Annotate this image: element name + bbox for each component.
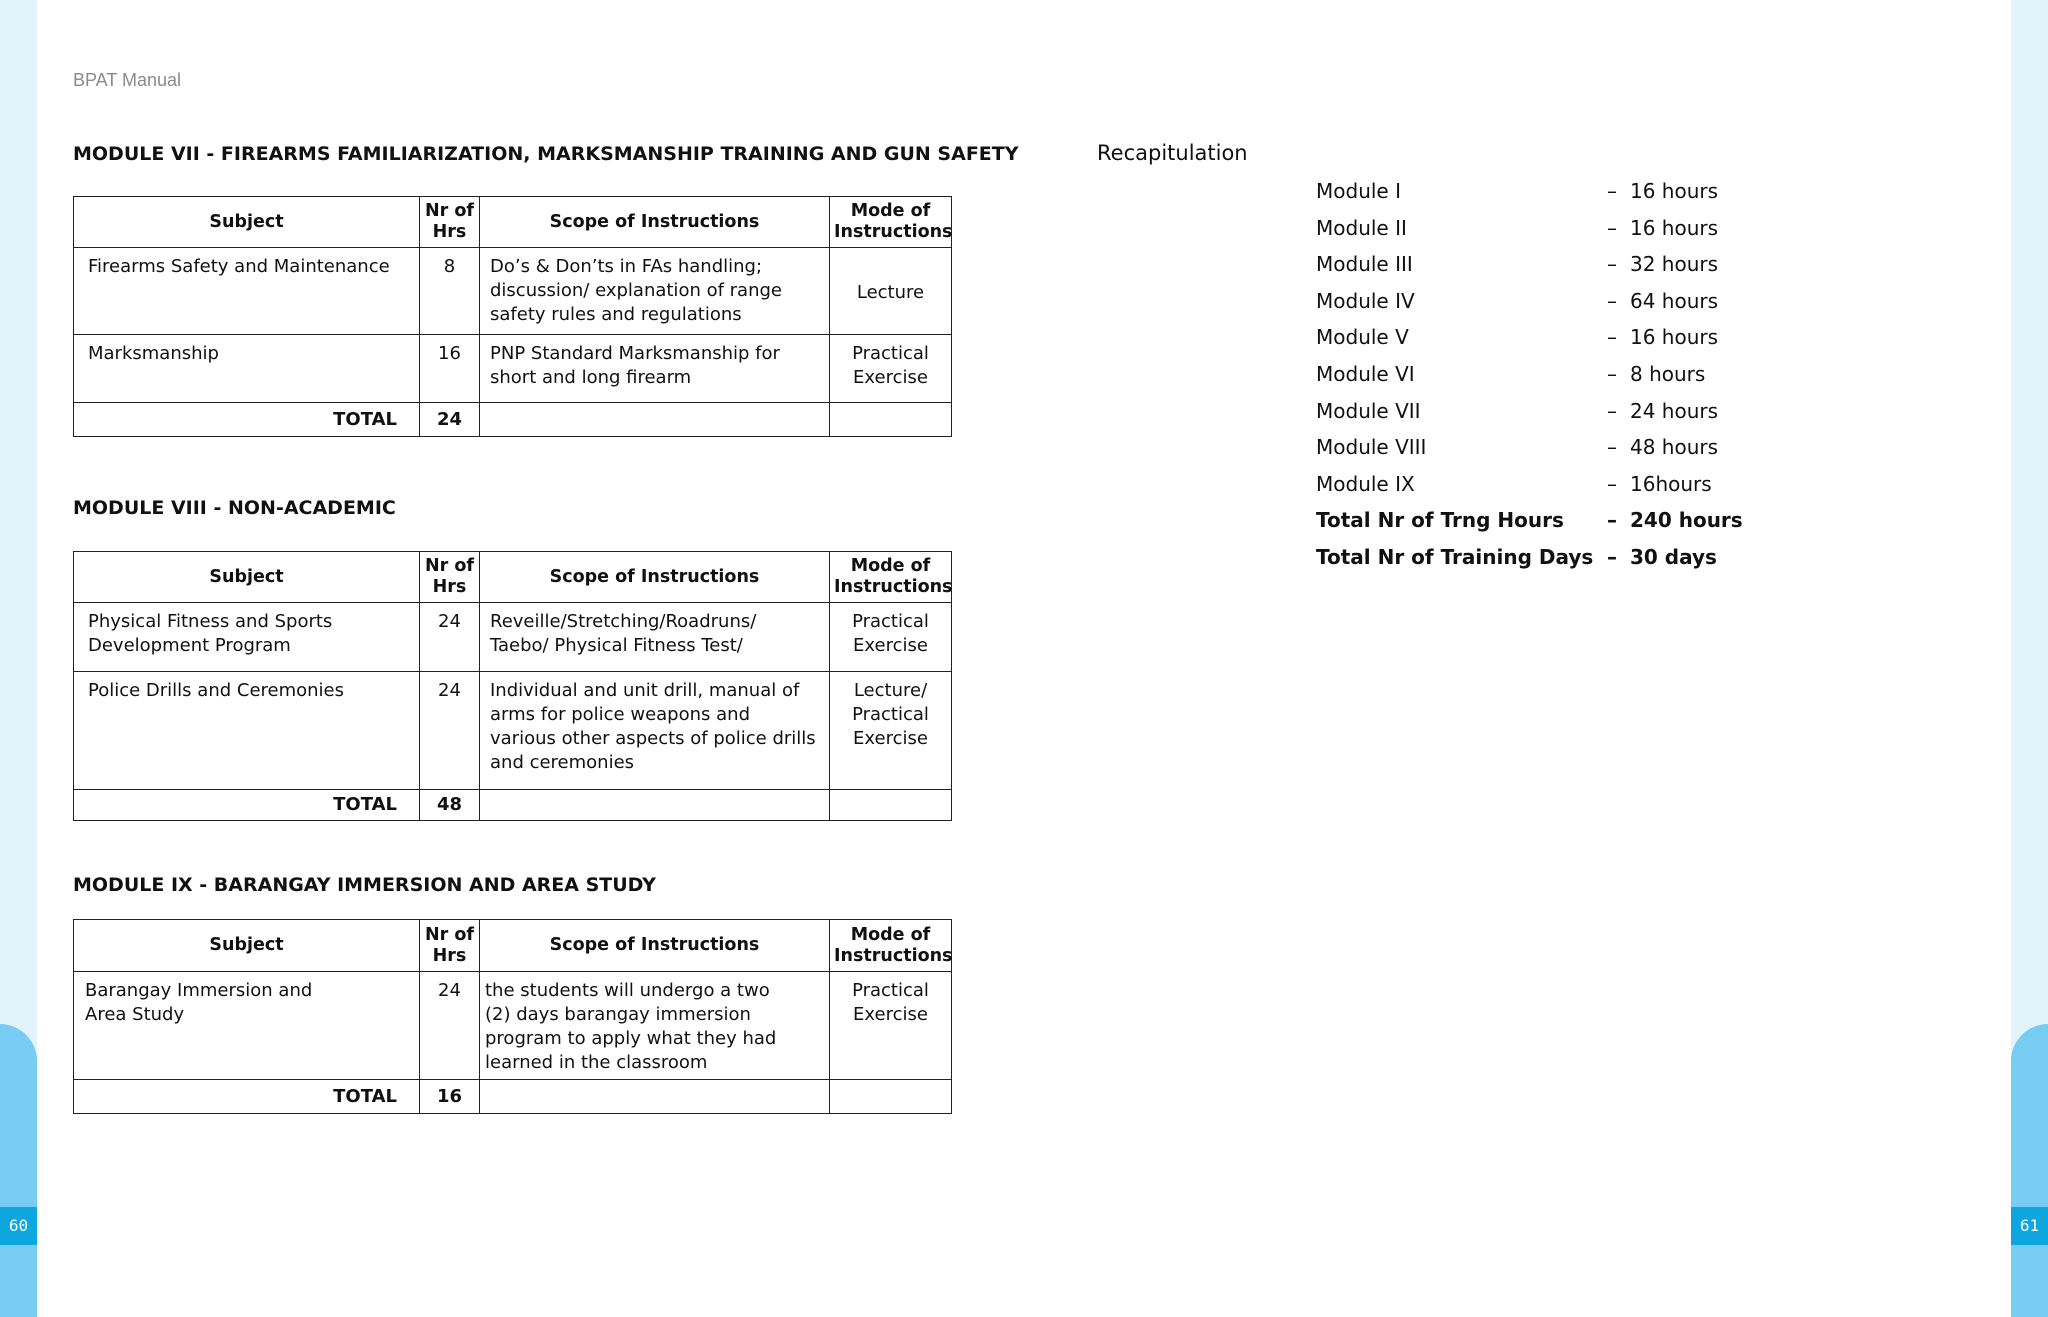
recap-total-label: Total Nr of Training Days (1316, 544, 1594, 569)
empty-cell (830, 403, 952, 437)
recap-row (1316, 210, 1816, 247)
column-header: Scope of Instructions (480, 920, 830, 972)
recap-total-row (1316, 502, 1816, 539)
empty-cell (480, 790, 830, 821)
recap-label: Module VII (1316, 398, 1421, 423)
page-number-left: 60 (0, 1207, 37, 1245)
mode-cell: Lecture/ Practical Exercise (830, 672, 952, 790)
total-label: TOTAL (74, 790, 420, 821)
total-label: TOTAL (74, 403, 420, 437)
recap-dash: – (1607, 508, 1617, 533)
subject-cell: Firearms Safety and Maintenance (74, 248, 420, 335)
running-head: BPAT Manual (73, 70, 182, 90)
module-vii-title: MODULE VII - FIREARMS FAMILIARIZATION, MARKSMANSHIP TRAINING AND GUN SAFETY (73, 143, 1019, 165)
recap-total-value: 240 hours (1630, 508, 1743, 533)
total-row (74, 1080, 952, 1114)
hours-cell: 8 (420, 248, 480, 335)
left-margin-strip (0, 0, 37, 1317)
empty-cell (830, 790, 952, 821)
mode-cell: Lecture (830, 248, 952, 335)
table-row (74, 248, 952, 335)
table-row (74, 672, 952, 790)
recap-total-label: Total Nr of Trng Hours (1316, 508, 1564, 533)
recap-dash: – (1607, 435, 1617, 460)
recap-dash: – (1607, 215, 1617, 240)
mode-cell: Practical Exercise (830, 972, 952, 1080)
total-hours: 16 (420, 1080, 480, 1114)
right-margin-strip (2011, 0, 2048, 1317)
subject-cell: Police Drills and Ceremonies (74, 672, 420, 790)
recapitulation-title: Recapitulation (1097, 141, 1248, 165)
recap-row (1316, 283, 1816, 320)
mode-cell: Practical Exercise (830, 335, 952, 403)
subject-cell: Marksmanship (74, 335, 420, 403)
left-margin-tab (0, 1024, 37, 1317)
column-header: Nr of Hrs (420, 197, 480, 248)
hours-cell: 24 (420, 972, 480, 1080)
recap-value: 8 hours (1630, 361, 1706, 386)
recap-label: Module I (1316, 179, 1401, 203)
recap-row (1316, 356, 1816, 393)
recap-dash: – (1607, 398, 1617, 423)
table-header-row (74, 920, 952, 972)
recap-label: Module IV (1316, 288, 1415, 313)
module-ix-title: MODULE IX - BARANGAY IMMERSION AND AREA STUDY (73, 874, 656, 896)
subject-cell: Physical Fitness and Sports Development Program (74, 603, 420, 672)
recap-label: Module III (1316, 252, 1413, 277)
total-label: TOTAL (74, 1080, 420, 1114)
module-vii-table (73, 196, 952, 437)
recap-row (1316, 429, 1816, 466)
recap-value: 24 hours (1630, 398, 1719, 423)
page-number-right: 61 (2011, 1207, 2048, 1245)
column-header: Subject (74, 920, 420, 972)
module-viii-title: MODULE VIII - NON-ACADEMIC (73, 497, 396, 519)
empty-cell (480, 403, 830, 437)
recap-dash: – (1607, 361, 1617, 386)
recap-value: 48 hours (1630, 435, 1719, 460)
scope-cell: Do’s & Don’ts in FAs handling; discussion/ explanation of range safety rules and regulations (480, 248, 830, 335)
scope-cell: Individual and unit drill, manual of arms for police weapons and various other aspects of police drills and ceremonies (480, 672, 830, 790)
scope-cell: PNP Standard Marksmanship for short and long firearm (480, 335, 830, 403)
recap-row (1316, 319, 1816, 356)
recap-value: 16 hours (1630, 215, 1719, 240)
column-header: Mode of Instructions (830, 552, 952, 603)
recap-row (1316, 393, 1816, 430)
recap-dash: – (1607, 544, 1617, 569)
total-hours: 24 (420, 403, 480, 437)
recap-label: Module IX (1316, 471, 1415, 496)
table-row (74, 603, 952, 672)
hours-cell: 24 (420, 603, 480, 672)
total-row (74, 403, 952, 437)
module-viii-table (73, 551, 952, 821)
right-margin-tab (2011, 1024, 2048, 1317)
column-header: Scope of Instructions (480, 197, 830, 248)
empty-cell (830, 1080, 952, 1114)
recap-dash: – (1607, 179, 1617, 203)
table-row (74, 972, 952, 1080)
recap-row (1316, 246, 1816, 283)
module-ix-table (73, 919, 952, 1114)
column-header: Nr of Hrs (420, 552, 480, 603)
recap-total-row (1316, 539, 1816, 576)
recap-label: Module VI (1316, 361, 1415, 386)
scope-cell: Reveille/Stretching/Roadruns/ Taebo/ Physical Fitness Test/ (480, 603, 830, 672)
recap-row (1316, 173, 1816, 210)
column-header: Subject (74, 197, 420, 248)
recap-label: Module VIII (1316, 435, 1427, 460)
hours-cell: 24 (420, 672, 480, 790)
recap-dash: – (1607, 325, 1617, 350)
recap-row (1316, 466, 1816, 503)
recap-dash: – (1607, 471, 1617, 496)
recap-label: Module V (1316, 325, 1409, 350)
subject-cell: Barangay Immersion and Area Study (74, 972, 420, 1080)
recapitulation-list (1316, 173, 1816, 576)
recap-value: 16 hours (1630, 179, 1719, 203)
recap-dash: – (1607, 288, 1617, 313)
table-header-row (74, 552, 952, 603)
scope-cell: the students will undergo a two (2) days barangay immersion program to apply what they had learned in the classroom (480, 972, 830, 1080)
total-hours: 48 (420, 790, 480, 821)
recap-label: Module II (1316, 215, 1407, 240)
recap-total-value: 30 days (1630, 544, 1717, 569)
mode-cell: Practical Exercise (830, 603, 952, 672)
table-header-row (74, 197, 952, 248)
empty-cell (480, 1080, 830, 1114)
column-header: Mode of Instructions (830, 197, 952, 248)
table-row (74, 335, 952, 403)
recap-value: 16hours (1630, 471, 1712, 496)
hours-cell: 16 (420, 335, 480, 403)
recap-value: 64 hours (1630, 288, 1719, 313)
total-row (74, 790, 952, 821)
column-header: Mode of Instructions (830, 920, 952, 972)
recap-value: 16 hours (1630, 325, 1719, 350)
recap-dash: – (1607, 252, 1617, 277)
column-header: Subject (74, 552, 420, 603)
column-header: Nr of Hrs (420, 920, 480, 972)
recap-value: 32 hours (1630, 252, 1719, 277)
column-header: Scope of Instructions (480, 552, 830, 603)
